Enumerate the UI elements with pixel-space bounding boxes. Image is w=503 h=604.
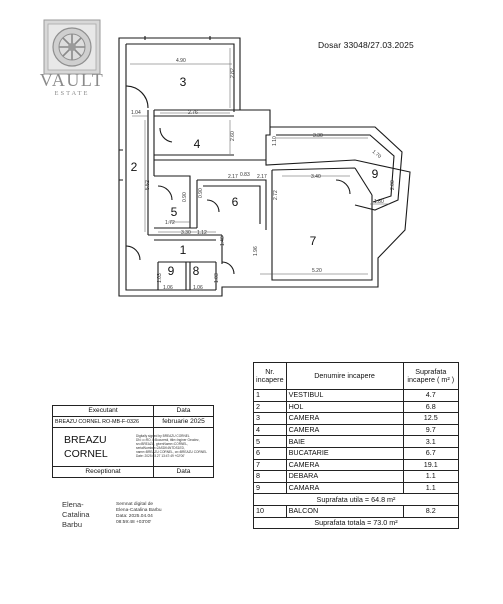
dim-label: 4.90 bbox=[176, 58, 186, 64]
receptionat-date-header: Data bbox=[154, 467, 214, 478]
receptionat-header: Receptionat bbox=[53, 467, 154, 478]
dim-label: 1.03 bbox=[157, 273, 163, 283]
door-arc bbox=[336, 180, 350, 194]
total-area-row: Suprafata totala = 73.0 m² bbox=[254, 517, 459, 529]
table-row: 6 BUCATARIE 6.7 bbox=[254, 447, 459, 459]
dim-label: 2.00 bbox=[390, 180, 396, 190]
dim-label: 0.90 bbox=[198, 188, 204, 198]
dim-label: 2.72 bbox=[273, 190, 279, 200]
dim-label: 2.17 bbox=[257, 174, 267, 180]
door-arc bbox=[126, 86, 148, 108]
dim-label: 3.40 bbox=[311, 174, 321, 180]
executant-date: februarie 2025 bbox=[154, 417, 214, 428]
header-suprafata: Suprafata incapere ( m² ) bbox=[403, 363, 458, 390]
door-arc bbox=[126, 246, 140, 260]
table-row: 5 BAIE 3.1 bbox=[254, 436, 459, 448]
dim-label: 2.17 bbox=[228, 174, 238, 180]
room-label-1: 1 bbox=[179, 243, 187, 257]
table-row: 2 HOL 6.8 bbox=[254, 401, 459, 413]
balcony-row: 10 BALCON 8.2 bbox=[254, 505, 459, 517]
useful-area-row: Suprafata utila = 64.8 m² bbox=[254, 494, 459, 506]
dim-label: 1.06 bbox=[193, 285, 203, 291]
signature-details: Digitally signed by BREAZU CORNEL DN: c=RO, l=Bucuresti, title=Inginer Geodez, sn=BREAZU, givenName=CORNEL, serialNumber=2ASDK4NTDS1ED, name=BREAZU CORNEL, cn=BREAZU CORNEL Date: 2025.03.27 13:47:49 +02'00' bbox=[136, 434, 208, 458]
dim-label: 0.90 bbox=[182, 192, 188, 202]
dim-label: 2.60 bbox=[230, 131, 236, 141]
logo-name: VAULT bbox=[39, 70, 105, 90]
room-label-7: 7 bbox=[309, 234, 317, 248]
digital-signature-breazu bbox=[64, 432, 214, 472]
door-arc bbox=[160, 128, 172, 142]
signer-first-name: BREAZU bbox=[64, 434, 107, 446]
dim-label: 1.70 bbox=[370, 148, 383, 160]
dim-label: 1.72 bbox=[165, 220, 175, 226]
room-label-8: 8 bbox=[192, 264, 200, 278]
door-arc bbox=[207, 200, 219, 212]
room-label-2: 2 bbox=[130, 160, 138, 174]
dim-label: 1.03 bbox=[214, 273, 220, 283]
window bbox=[119, 36, 210, 180]
door-arc bbox=[222, 262, 234, 274]
dim-label: 2.76 bbox=[188, 110, 198, 116]
dim-label: 5.20 bbox=[312, 268, 322, 274]
dim-label: 3.30 bbox=[313, 133, 323, 139]
table-row: 7 CAMERA 19.1 bbox=[254, 459, 459, 471]
dim-label: 1.04 bbox=[131, 110, 141, 116]
header-denumire: Denumire incapere bbox=[286, 363, 403, 390]
dosar-number: Dosar 33048/27.03.2025 bbox=[318, 40, 414, 50]
dim-label: 0.83 bbox=[240, 172, 250, 178]
door-arc bbox=[158, 186, 172, 200]
dim-label: 1.10 bbox=[272, 136, 278, 146]
wall bbox=[148, 110, 154, 235]
outer-wall bbox=[119, 38, 410, 296]
signature-details-2: Semnat digital de Elena-Catalina Barbu Data: 2025.04.04 08:59:48 +03'00' bbox=[116, 502, 162, 525]
table-row: 8 DEBARA 1.1 bbox=[254, 471, 459, 483]
table-row: 9 CAMARA 1.1 bbox=[254, 482, 459, 494]
dim-label: 5.52 bbox=[145, 180, 151, 190]
signer-last-name: CORNEL bbox=[64, 448, 108, 460]
room-label-9-balcon: 9 bbox=[371, 167, 379, 181]
table-row: 4 CAMERA 9.7 bbox=[254, 424, 459, 436]
header-nr: Nr. incapere bbox=[254, 363, 287, 390]
wall bbox=[154, 176, 197, 228]
rooms-table bbox=[253, 362, 459, 529]
dim-label: 1.96 bbox=[253, 246, 259, 256]
room-label-9-camara: 9 bbox=[167, 264, 175, 278]
table-row: 3 CAMERA 12.5 bbox=[254, 413, 459, 425]
dim-label: 1.12 bbox=[197, 230, 207, 236]
dim-label: 2.82 bbox=[230, 68, 236, 78]
dim-label: 1.06 bbox=[163, 285, 173, 291]
room-label-3: 3 bbox=[179, 75, 187, 89]
dim-label: 1.80 bbox=[374, 199, 384, 205]
executant-name: BREAZU CORNEL RO-MB-F-0326 bbox=[53, 417, 154, 428]
wall bbox=[154, 155, 266, 160]
wall bbox=[272, 168, 372, 280]
room-label-6: 6 bbox=[231, 195, 239, 209]
dim-label: 1.40 bbox=[220, 236, 226, 246]
logo-sub: ESTATE bbox=[54, 90, 90, 97]
room-label-4: 4 bbox=[193, 137, 201, 151]
executant-header: Executant bbox=[53, 406, 154, 417]
table-row: 1 VESTIBUL 4.7 bbox=[254, 390, 459, 402]
digital-signature-barbu: Elena- Catalina Barbu Semnat digital de Elena-Catalina Barbu Data: 2025.04.04 08:59:48 +03'00' bbox=[62, 500, 212, 540]
dim-label: 3.30 bbox=[181, 230, 191, 236]
room-label-5: 5 bbox=[170, 205, 178, 219]
date-header: Data bbox=[154, 406, 214, 417]
